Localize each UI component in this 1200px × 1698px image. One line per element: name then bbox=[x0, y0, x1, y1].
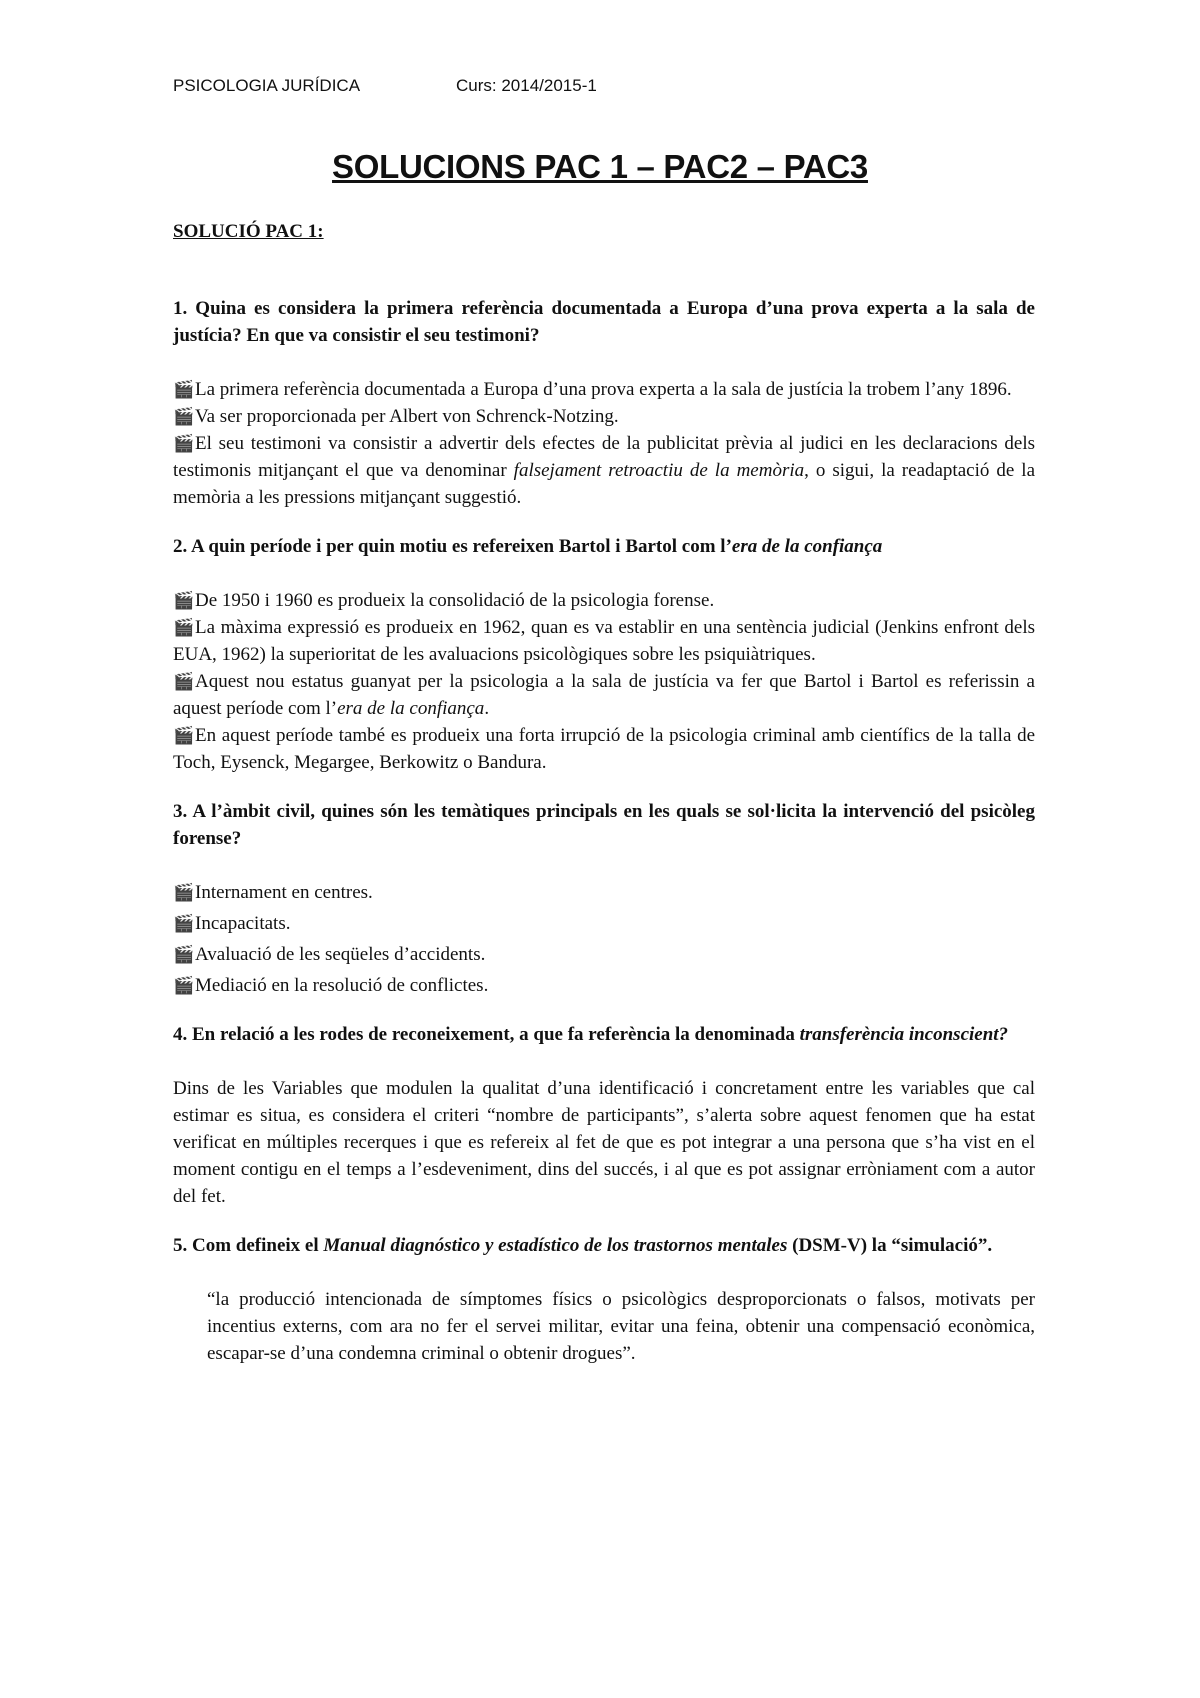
clapperboard-icon: 🎬 bbox=[173, 434, 195, 453]
clapperboard-icon: 🎬 bbox=[173, 726, 195, 745]
answer-1-point: 🎬El seu testimoni va consistir a advertir dels efectes de la publicitat prèvia al judici en les declaracions dels testimonis mitjançant el que va denominar falsejament retroactiu de la memòria, o sigui, la readaptació de la memòria a les pressions mitjançant suggestió. bbox=[173, 430, 1035, 511]
document-body bbox=[173, 218, 1035, 1367]
clapperboard-icon: 🎬 bbox=[173, 618, 195, 637]
clapperboard-icon: 🎬 bbox=[173, 883, 195, 902]
question-1: 1. Quina es considera la primera referència documentada a Europa d’una prova experta a la sala de justícia? En que va consistir el seu testimoni? bbox=[173, 298, 1035, 346]
question-3: 3. A l’àmbit civil, quines són les temàtiques principals en les quals se sol·licita la intervenció del psicòleg forense? bbox=[173, 801, 1035, 849]
clapperboard-icon: 🎬 bbox=[173, 380, 195, 399]
question-5: 5. Com defineix el Manual diagnóstico y estadístico de los trastornos mentales (DSM-V) la “simulació”. bbox=[173, 1235, 993, 1256]
answer-2-point: 🎬De 1950 i 1960 es produeix la consolidació de la psicologia forense. bbox=[173, 587, 1035, 614]
list-item: 🎬Incapacitats. bbox=[173, 910, 1035, 937]
clapperboard-icon: 🎬 bbox=[173, 914, 195, 933]
answer-4: Dins de les Variables que modulen la qualitat d’una identificació i concretament entre les variables que cal estimar es situa, es considera el criteri “nombre de participants”, s’alerta sobre aquest fenomen que ha estat verificat en múltiples recerques i que es refereix al fet de que es pot integrar a una persona que s’ha vist en el moment contigu en el temps a l’esdeveniment, dins del succés, i al que es pot assignar erròniament com a autor del fet. bbox=[173, 1078, 1035, 1207]
list-item: 🎬Mediació en la resolució de conflictes. bbox=[173, 972, 1035, 999]
document-title: SOLUCIONS PAC 1 – PAC2 – PAC3 bbox=[332, 148, 868, 185]
clapperboard-icon: 🎬 bbox=[173, 591, 195, 610]
page-header bbox=[173, 76, 597, 96]
clapperboard-icon: 🎬 bbox=[173, 976, 195, 995]
answer-2-point: 🎬En aquest període també es produeix una forta irrupció de la psicologia criminal amb científics de la talla de Toch, Eysenck, Megargee, Berkowitz o Bandura. bbox=[173, 722, 1035, 776]
list-item: 🎬Internament en centres. bbox=[173, 879, 1035, 906]
question-2: 2. A quin període i per quin motiu es refereixen Bartol i Bartol com l’era de la confiança bbox=[173, 536, 883, 557]
question-4: 4. En relació a les rodes de reconeixement, a que fa referència la denominada transferència inconscient? bbox=[173, 1024, 1009, 1045]
answer-1 bbox=[173, 376, 1035, 511]
answer-1-point: 🎬La primera referència documentada a Europa d’una prova experta a la sala de justícia la trobem l’any 1896. bbox=[173, 376, 1035, 403]
list-item: 🎬Avaluació de les seqüeles d’accidents. bbox=[173, 941, 1035, 968]
answer-1-point: 🎬Va ser proporcionada per Albert von Schrenck-Notzing. bbox=[173, 403, 1035, 430]
clapperboard-icon: 🎬 bbox=[173, 672, 195, 691]
clapperboard-icon: 🎬 bbox=[173, 945, 195, 964]
subject-label: PSICOLOGIA JURÍDICA bbox=[173, 76, 361, 95]
answer-2-point: 🎬La màxima expressió es produeix en 1962, quan es va establir en una sentència judicial (Jenkins enfront dels EUA, 1962) la superioritat de les avaluacions psicològiques sobre les psiquiàtriques. bbox=[173, 614, 1035, 668]
clapperboard-icon: 🎬 bbox=[173, 407, 195, 426]
course-label: Curs: 2014/2015-1 bbox=[456, 76, 597, 95]
answer-5-quote: “la producció intencionada de símptomes físics o psicològics desproporcionats o falsos, motivats per incentius externs, com ara no fer el servei militar, evitar una feina, obtenir una compensació econòmica, escapar-se d’una condemna criminal o obtenir drogues”. bbox=[207, 1289, 1035, 1364]
answer-2-point: 🎬Aquest nou estatus guanyat per la psicologia a la sala de justícia va fer que Bartol i Bartol es referissin a aquest període com l’era de la confiança. bbox=[173, 668, 1035, 722]
section-heading: SOLUCIÓ PAC 1: bbox=[173, 221, 324, 242]
answer-3 bbox=[173, 879, 1035, 999]
answer-2 bbox=[173, 587, 1035, 776]
